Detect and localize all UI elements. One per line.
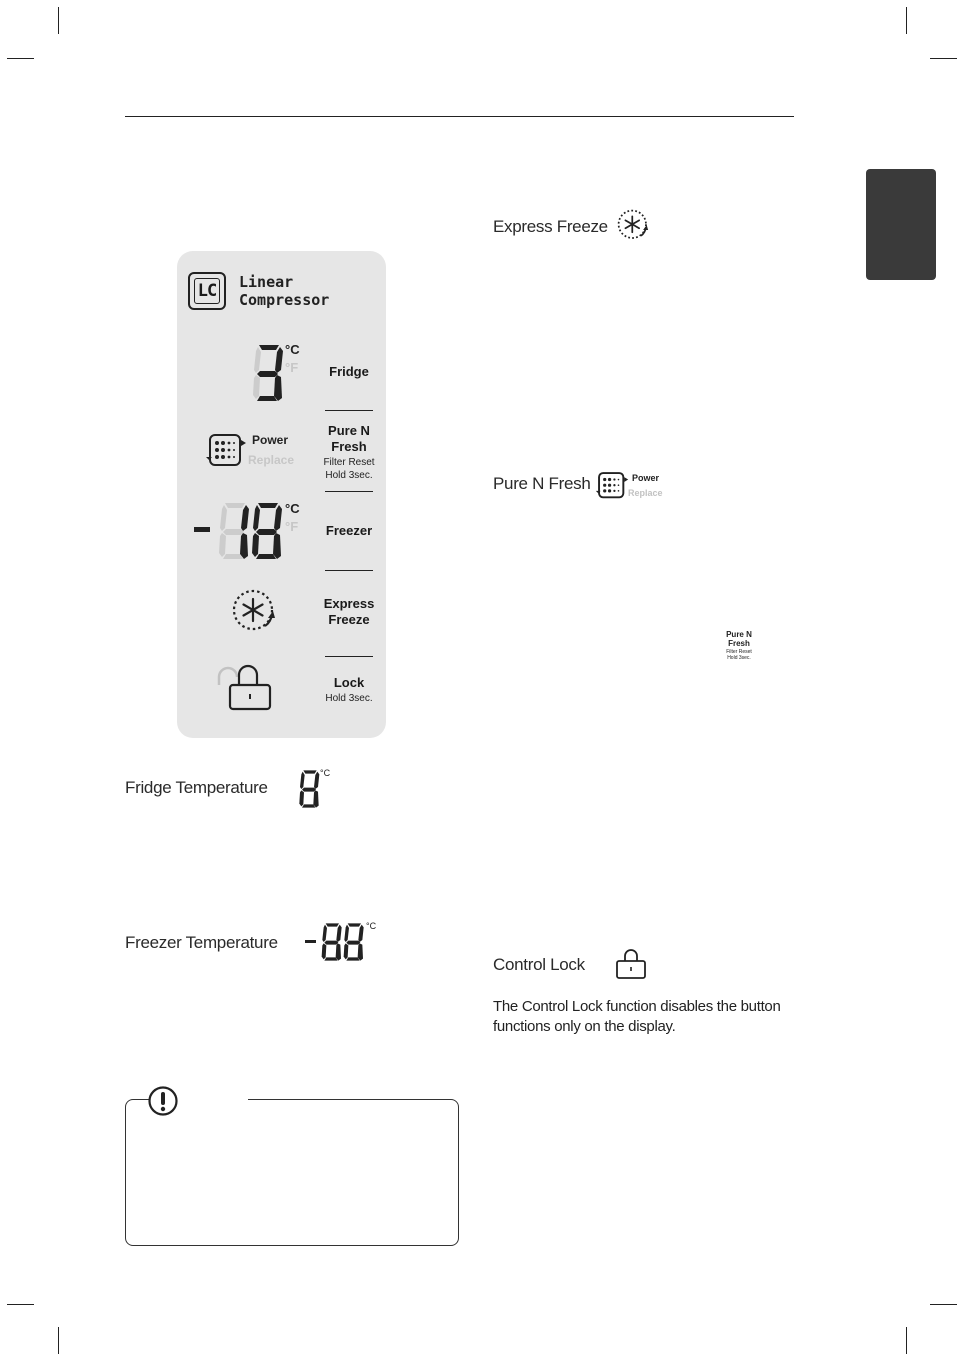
crop-mark: [930, 58, 957, 59]
mini-line-1: Pure N: [726, 630, 752, 639]
crop-mark: [906, 1327, 907, 1354]
crop-mark: [58, 7, 59, 34]
fridge-unit-fahrenheit: °F: [285, 360, 299, 375]
crop-mark: [930, 1304, 957, 1305]
filter-reset-note: [313, 456, 385, 482]
separator: [325, 656, 373, 657]
express-freeze-button[interactable]: [318, 596, 380, 628]
fridge-digit-unit: °C: [320, 768, 331, 778]
freezer-temperature-display: [218, 501, 284, 561]
lc-logo-text: LC: [194, 278, 220, 304]
fridge-temperature-heading: Fridge Temperature: [125, 778, 268, 797]
caution-note-box: [125, 1099, 459, 1246]
pure-n-fresh-small-power: Power: [632, 473, 660, 483]
freezer-minus-sign: [194, 527, 210, 532]
pure-n-fresh-small-replace: Replace: [628, 488, 663, 498]
seven-segment-digit: [252, 503, 282, 559]
header-rule: [125, 116, 794, 117]
crop-mark: [7, 58, 34, 59]
pure-n-fresh-line-2: Fresh: [331, 439, 367, 454]
express-freeze-small-icon: [615, 207, 651, 243]
crop-mark: [7, 1304, 34, 1305]
replace-label: Replace: [248, 453, 295, 467]
mini-filter-reset: [719, 649, 759, 661]
filter-reset-label: Filter Reset: [323, 457, 375, 468]
express-freeze-icon: [229, 586, 279, 636]
lock-button[interactable]: Lock: [333, 675, 365, 690]
control-panel-illustration: [177, 251, 386, 738]
freezer-minus-icon: [305, 940, 316, 943]
crop-mark: [906, 7, 907, 34]
mini-sub-2: Hold 3sec.: [727, 655, 751, 661]
pure-n-fresh-heading: Pure N Fresh: [493, 474, 591, 493]
chapter-tab: [866, 169, 936, 280]
mini-pure-n-fresh-button: [719, 630, 759, 648]
freezer-temperature-heading: Freezer Temperature: [125, 933, 278, 952]
hold-label: Hold 3sec.: [325, 470, 373, 481]
brand-line-2: Compressor: [239, 291, 330, 309]
express-line-1: Express: [323, 596, 375, 611]
separator: [325, 570, 373, 571]
fridge-temperature-display: [252, 343, 286, 403]
brand-title: [239, 273, 329, 309]
lock-hold-note: Hold 3sec.: [325, 693, 373, 704]
control-lock-heading: Control Lock: [493, 955, 585, 974]
freezer-digit-unit: °C: [366, 921, 377, 931]
crop-mark: [58, 1327, 59, 1354]
control-lock-description: The Control Lock function disables the button functions only on the display.: [493, 998, 781, 1035]
pure-n-fresh-filter-icon: [205, 430, 247, 472]
freezer-digits-icon: [321, 922, 365, 962]
pure-n-fresh-small-icon: [595, 469, 629, 503]
express-line-2: Freeze: [328, 612, 370, 627]
separator: [325, 491, 373, 492]
fridge-button[interactable]: Fridge: [329, 364, 369, 379]
fridge-digit-icon: [298, 769, 322, 809]
separator: [325, 410, 373, 411]
freezer-unit-fahrenheit: °F: [285, 519, 299, 534]
unlock-icon: [219, 668, 237, 685]
lock-small-icon: [614, 947, 648, 981]
lc-logo-icon: [188, 272, 226, 310]
brand-line-1: Linear: [239, 273, 294, 291]
mini-sub-1: Filter Reset: [726, 649, 752, 655]
pure-n-fresh-button[interactable]: [318, 423, 380, 455]
pure-n-fresh-line-1: Pure N: [328, 423, 370, 438]
fridge-unit-celsius: °C: [285, 342, 300, 357]
seven-segment-digit: [253, 345, 283, 401]
power-label: Power: [252, 433, 289, 447]
express-freeze-heading: Express Freeze: [493, 217, 608, 236]
seven-segment-digit: [219, 503, 249, 559]
mini-line-2: Fresh: [728, 639, 750, 648]
freezer-unit-celsius: °C: [285, 501, 300, 516]
lock-icon: [215, 663, 275, 715]
caution-icon: [147, 1085, 179, 1117]
freezer-button[interactable]: Freezer: [325, 523, 373, 538]
